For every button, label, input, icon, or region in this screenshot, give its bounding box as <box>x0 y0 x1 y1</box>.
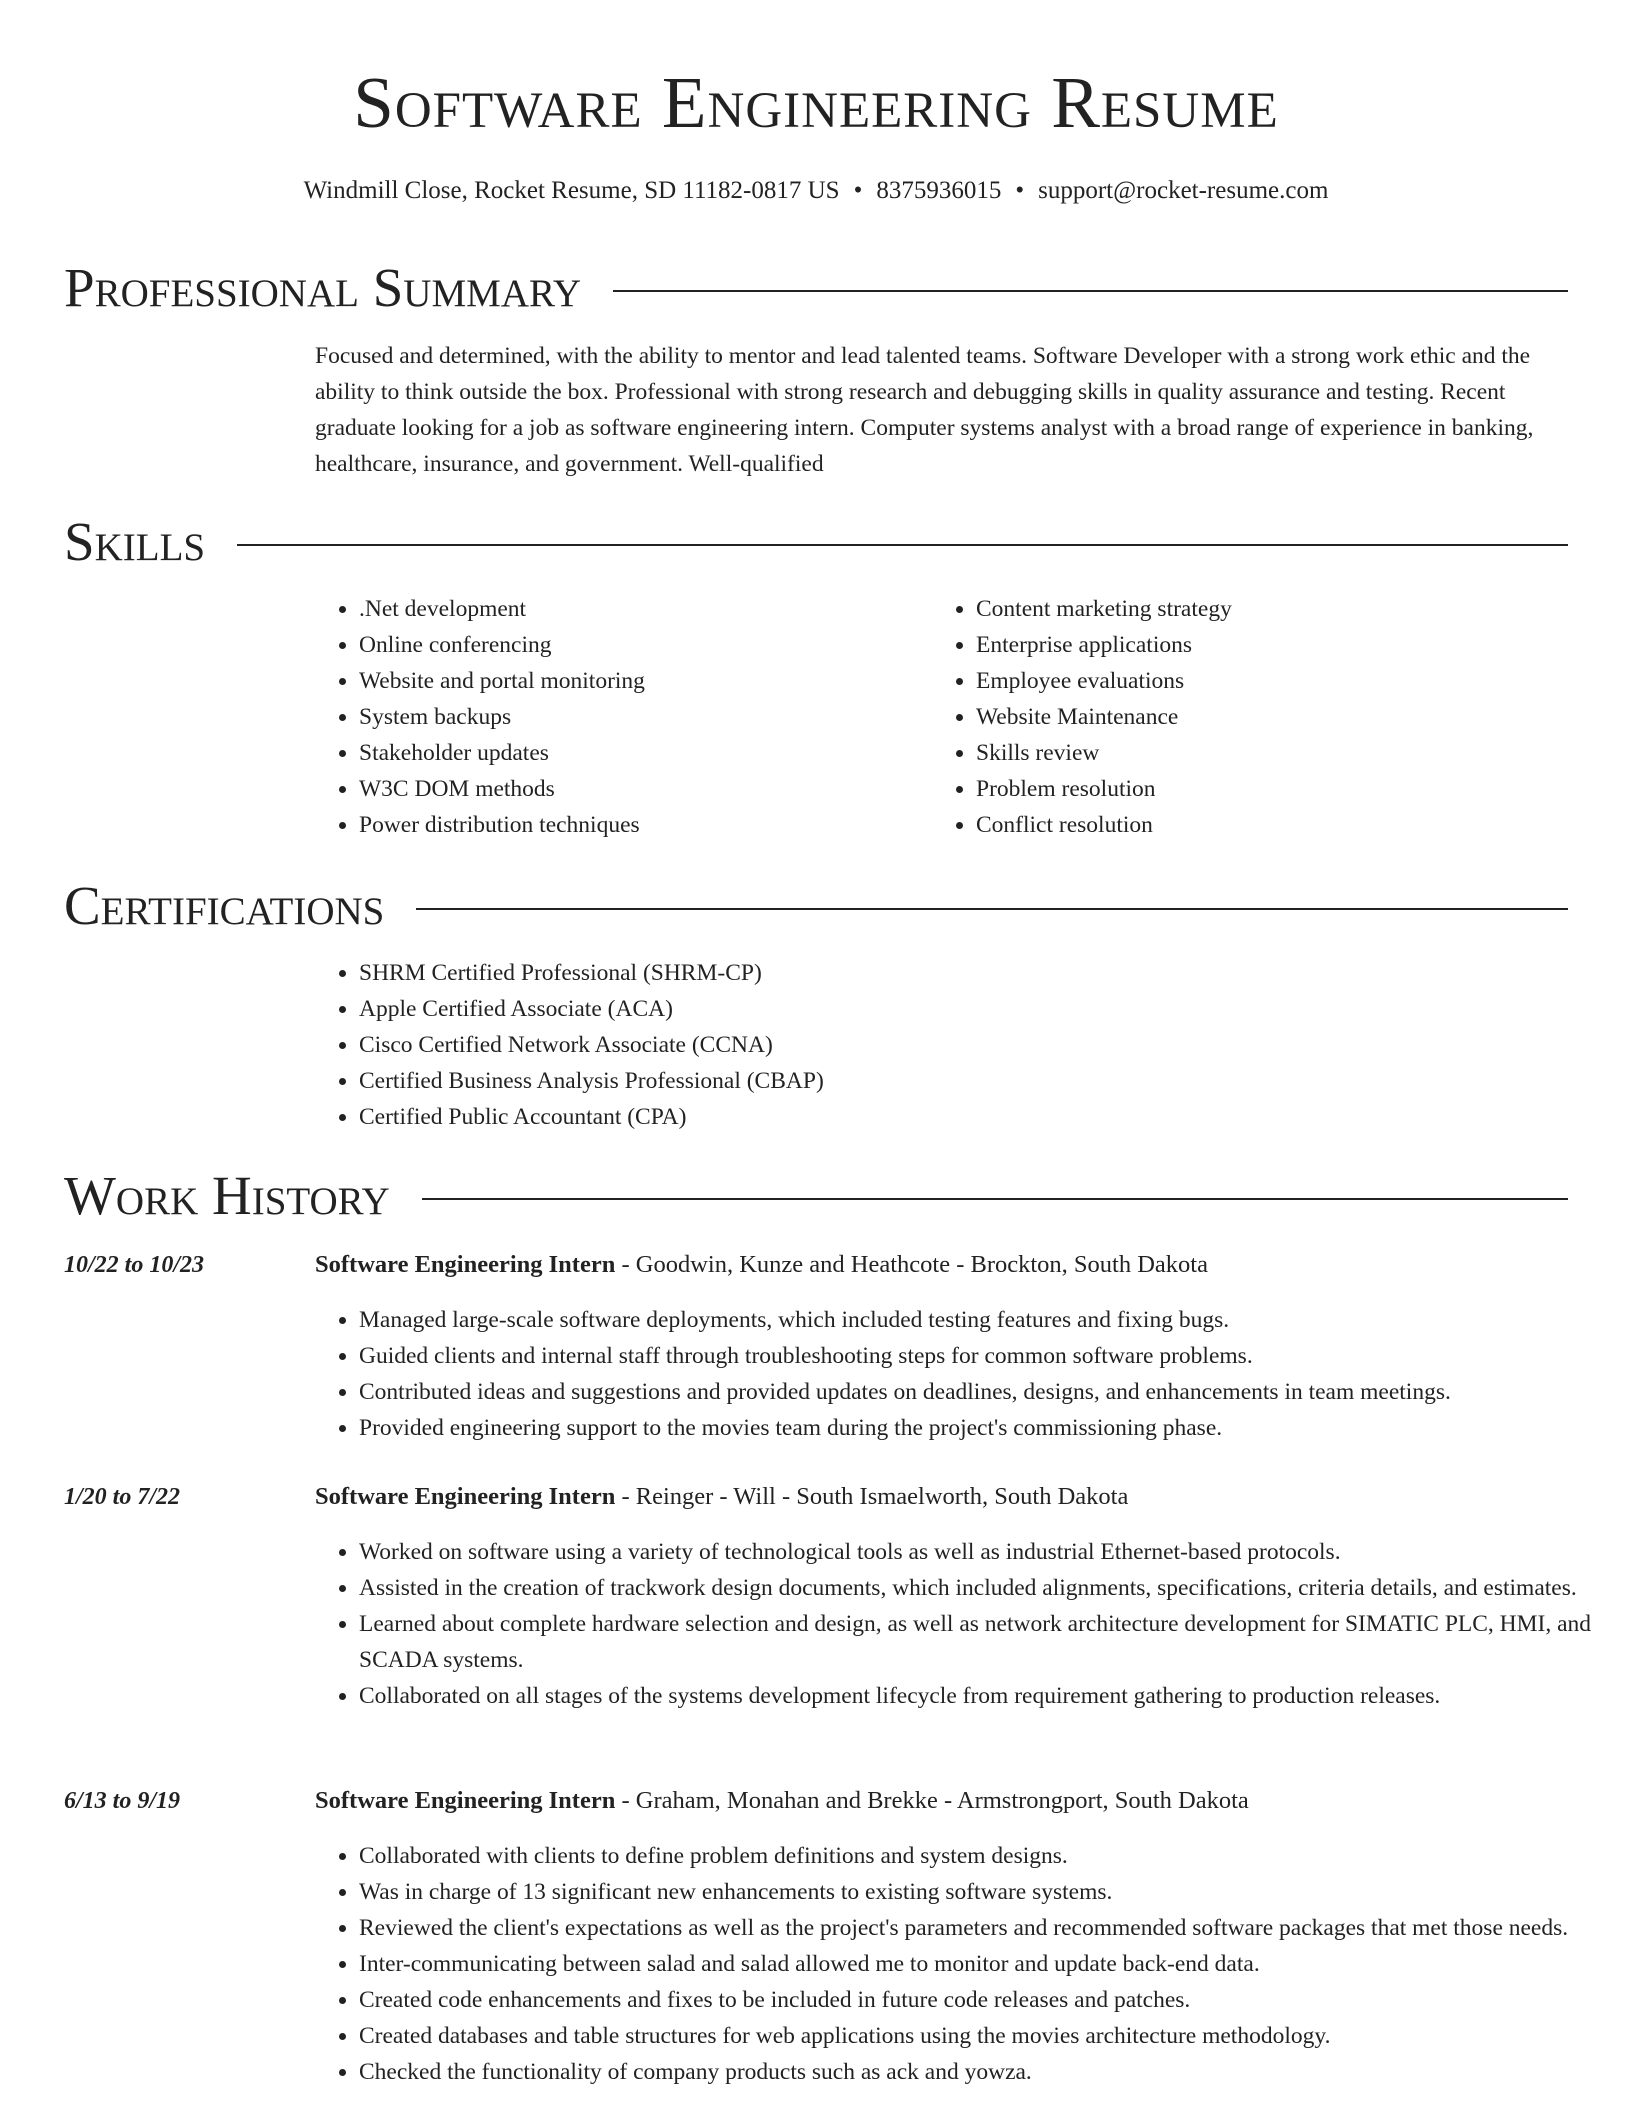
list-item: • Created code enhancements and fixes to be included in future code releases and patches. <box>359 1982 1629 2018</box>
job-title: Software Engineering Intern <box>315 1483 616 1510</box>
job-header <box>315 1249 1570 1281</box>
job-dates: 6/13 to 9/19 <box>64 1788 181 1814</box>
job-title: Software Engineering Intern <box>315 1787 616 1814</box>
skills-list-left <box>315 591 919 843</box>
phone: 8375936015 <box>876 177 1002 204</box>
job-employer: - Graham, Monahan and Brekke - Armstrongport, South Dakota <box>615 1787 1249 1814</box>
list-item: • Collaborated with clients to define problem definitions and system designs. <box>359 1838 1629 1874</box>
list-item: • Collaborated on all stages of the systems development lifecycle from requirement gathering to production releases. <box>359 1678 1629 1714</box>
section-title: Skills <box>64 511 206 572</box>
section-title: Certifications <box>64 875 385 936</box>
list-item: • Content marketing strategy <box>976 591 1576 627</box>
list-item: • Online conferencing <box>359 627 919 663</box>
list-item: • Provided engineering support to the movies team during the project's commissioning phase. <box>359 1410 1629 1446</box>
list-item: • Apple Certified Associate (ACA) <box>359 991 1559 1027</box>
section-divider <box>422 1198 1568 1200</box>
list-item: • Stakeholder updates <box>359 735 919 771</box>
section-divider <box>237 544 1568 546</box>
job-bullets <box>315 1534 1629 1714</box>
list-item: • Checked the functionality of company products such as ack and yowza. <box>359 2054 1629 2090</box>
list-item: • Power distribution techniques <box>359 807 919 843</box>
list-item: • Was in charge of 13 significant new enhancements to existing software systems. <box>359 1874 1629 1910</box>
email: support@rocket-resume.com <box>1038 177 1329 204</box>
list-item: • System backups <box>359 699 919 735</box>
list-item: • Inter-communicating between salad and salad allowed me to monitor and update back-end data. <box>359 1946 1629 1982</box>
section-summary-heading <box>64 258 1568 318</box>
list-item: • Website Maintenance <box>976 699 1576 735</box>
job-dates: 1/20 to 7/22 <box>64 1484 181 1510</box>
job-employer: - Reinger - Will - South Ismaelworth, South Dakota <box>615 1483 1129 1510</box>
list-item: • Assisted in the creation of trackwork design documents, which included alignments, specifications, criteria details, and estimates. <box>359 1570 1629 1606</box>
job-bullets <box>315 1302 1629 1446</box>
list-item: • .Net development <box>359 591 919 627</box>
list-item: • Certified Business Analysis Professional (CBAP) <box>359 1063 1559 1099</box>
list-item: • Problem resolution <box>976 771 1576 807</box>
section-title: Professional Summary <box>64 257 582 318</box>
job-header <box>315 1785 1570 1817</box>
section-work-heading <box>64 1166 1568 1226</box>
list-item: • W3C DOM methods <box>359 771 919 807</box>
skills-list-right <box>932 591 1576 843</box>
contact-separator: • <box>853 177 863 204</box>
list-item: • Contributed ideas and suggestions and provided updates on deadlines, designs, and enhancements in team meetings. <box>359 1374 1629 1410</box>
list-item: • SHRM Certified Professional (SHRM-CP) <box>359 955 1559 991</box>
list-item: • Learned about complete hardware selection and design, as well as network architecture development for SIMATIC PLC, HMI, and SCADA systems. <box>359 1606 1629 1678</box>
list-item: • Conflict resolution <box>976 807 1576 843</box>
job-title: Software Engineering Intern <box>315 1251 616 1278</box>
list-item: • Website and portal monitoring <box>359 663 919 699</box>
job-employer: - Goodwin, Kunze and Heathcote - Brockton, South Dakota <box>615 1251 1208 1278</box>
job-dates: 10/22 to 10/23 <box>64 1252 205 1278</box>
certifications-list <box>315 955 1559 1135</box>
list-item: • Reviewed the client's expectations as well as the project's parameters and recommended software packages that met those needs. <box>359 1910 1629 1946</box>
list-item: • Enterprise applications <box>976 627 1576 663</box>
list-item: • Worked on software using a variety of technological tools as well as industrial Ethernet-based protocols. <box>359 1534 1629 1570</box>
list-item: • Guided clients and internal staff through troubleshooting steps for common software problems. <box>359 1338 1629 1374</box>
list-item: • Cisco Certified Network Associate (CCNA) <box>359 1027 1559 1063</box>
section-certifications-heading <box>64 876 1568 936</box>
list-item: • Certified Public Accountant (CPA) <box>359 1099 1559 1135</box>
page-title: Software Engineering Resume <box>353 62 1279 143</box>
section-skills-heading <box>64 512 1568 572</box>
section-divider <box>613 290 1568 292</box>
list-item: • Created databases and table structures for web applications using the movies architecture methodology. <box>359 2018 1629 2054</box>
contact-line <box>0 176 1632 206</box>
section-title: Work History <box>64 1165 390 1226</box>
address: Windmill Close, Rocket Resume, SD 11182-0817 US <box>303 177 840 204</box>
list-item: • Employee evaluations <box>976 663 1576 699</box>
list-item: • Skills review <box>976 735 1576 771</box>
contact-separator: • <box>1015 177 1025 204</box>
job-bullets <box>315 1838 1629 2090</box>
section-divider <box>416 908 1568 910</box>
list-item: • Managed large-scale software deployments, which included testing features and fixing bugs. <box>359 1302 1629 1338</box>
job-header <box>315 1481 1570 1513</box>
summary-text: Focused and determined, with the ability to mentor and lead talented teams. Software Developer with a strong work ethic and the ability to think outside the box. Professional with strong research and debugging skills in quality assurance and testing. Recent graduate looking for a job as software engineering intern. Computer systems analyst with a broad range of experience in banking, healthcare, insurance, and government. Well-qualified <box>315 343 1534 477</box>
